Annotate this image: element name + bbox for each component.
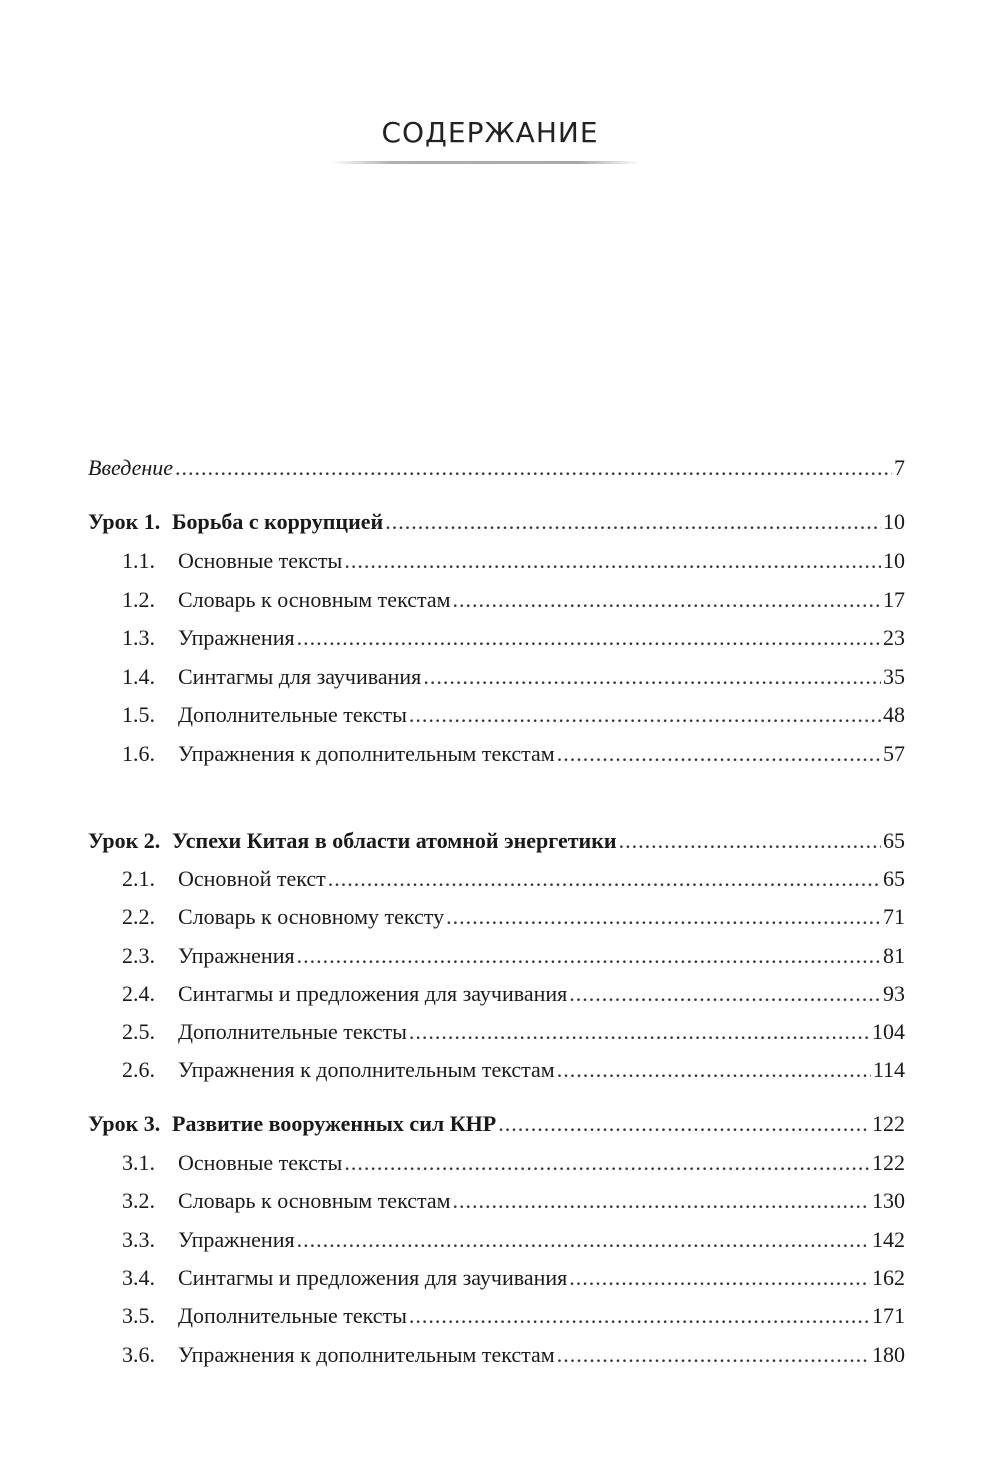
toc-section-number: 3.1. xyxy=(122,1150,155,1175)
toc-section-number: 2.2. xyxy=(122,904,155,929)
toc-entry-2-2[interactable] xyxy=(122,904,905,930)
toc-section-number: 1.1. xyxy=(122,548,155,573)
toc-entry-3-2[interactable] xyxy=(122,1188,905,1214)
toc-entry-3-4[interactable] xyxy=(122,1265,905,1291)
toc-section-number: 2.3. xyxy=(122,943,155,968)
toc-entry-2-1[interactable] xyxy=(122,866,905,892)
title-underline xyxy=(330,161,640,164)
toc-page-number: 93 xyxy=(883,981,905,1006)
toc-page-number: 57 xyxy=(883,741,905,766)
toc-section-number: 3.5. xyxy=(122,1303,155,1328)
toc-page-number: 7 xyxy=(894,455,905,480)
toc-leader-dots xyxy=(409,702,881,728)
toc-entry-label: Дополнительные тексты xyxy=(178,1019,407,1044)
toc-entry-3-3[interactable] xyxy=(122,1227,905,1253)
toc-entry-3-5[interactable] xyxy=(122,1303,905,1329)
toc-entry-label: Синтагмы и предложения для заучивания xyxy=(178,1265,568,1290)
toc-entry-label: Упражнения к дополнительным текстам xyxy=(178,1342,555,1367)
toc-page-number: 35 xyxy=(883,664,905,689)
toc-page-number: 10 xyxy=(883,548,905,573)
toc-section-number: 1.5. xyxy=(122,702,155,727)
toc-entry-2-3[interactable] xyxy=(122,943,905,969)
toc-leader-dots xyxy=(409,1303,870,1329)
toc-leader-dots xyxy=(569,1265,870,1291)
toc-page-number: 130 xyxy=(872,1188,905,1213)
toc-leader-dots xyxy=(175,455,892,481)
toc-lesson-1[interactable] xyxy=(88,509,905,535)
toc-entry-label: Основные тексты xyxy=(178,1150,343,1175)
toc-leader-dots xyxy=(344,548,881,574)
toc-leader-dots xyxy=(557,741,881,767)
toc-section-number: 1.6. xyxy=(122,741,155,766)
toc-leader-dots xyxy=(297,1227,870,1253)
toc-entry-1-5[interactable] xyxy=(122,702,905,728)
toc-lesson-number: Урок 1. xyxy=(88,509,161,534)
toc-entry-label: Дополнительные тексты xyxy=(178,1303,407,1328)
toc-entry-3-6[interactable] xyxy=(122,1342,905,1368)
toc-entry-1-4[interactable] xyxy=(122,664,905,690)
toc-entry-2-5[interactable] xyxy=(122,1019,905,1045)
toc-page-number: 180 xyxy=(872,1342,905,1367)
toc-section-number: 3.6. xyxy=(122,1342,155,1367)
toc-section-number: 3.4. xyxy=(122,1265,155,1290)
page-title: СОДЕРЖАНИЕ xyxy=(381,116,599,149)
toc-page-number: 171 xyxy=(872,1303,905,1328)
toc-page-number: 10 xyxy=(883,509,905,534)
toc-leader-dots xyxy=(409,1019,870,1045)
toc-lesson-2[interactable] xyxy=(88,828,905,854)
toc-section-number: 1.3. xyxy=(122,625,155,650)
toc-section-number: 2.5. xyxy=(122,1019,155,1044)
toc-leader-dots xyxy=(619,828,881,854)
toc-leader-dots xyxy=(297,943,881,969)
toc-entry-label: Развитие вооруженных сил КНР xyxy=(172,1111,497,1136)
toc-lesson-number: Урок 3. xyxy=(88,1111,161,1136)
toc-entry-1-6[interactable] xyxy=(122,741,905,767)
toc-entry-label: Упражнения xyxy=(178,1227,295,1252)
toc-page-number: 65 xyxy=(883,828,905,853)
toc-leader-dots xyxy=(569,981,881,1007)
toc-entry-label: Упражнения xyxy=(178,625,295,650)
toc-leader-dots xyxy=(423,664,881,690)
toc-page-number: 114 xyxy=(872,1057,905,1082)
toc-page-number: 122 xyxy=(872,1150,905,1175)
toc-entry-label: Основной текст xyxy=(178,866,326,891)
toc-page-number: 71 xyxy=(883,904,905,929)
toc-page-number: 142 xyxy=(872,1227,905,1252)
toc-leader-dots xyxy=(557,1057,871,1083)
toc-entry-label: Синтагмы и предложения для заучивания xyxy=(178,981,568,1006)
toc-entry-label: Словарь к основным текстам xyxy=(178,587,451,612)
toc-page-number: 162 xyxy=(872,1265,905,1290)
toc-entry-label: Словарь к основным текстам xyxy=(178,1188,451,1213)
toc-section-number: 3.2. xyxy=(122,1188,155,1213)
toc-page-number: 81 xyxy=(883,943,905,968)
toc-leader-dots xyxy=(453,587,881,613)
toc-section-number: 2.1. xyxy=(122,866,155,891)
toc-page-number: 65 xyxy=(883,866,905,891)
toc-section-number: 1.2. xyxy=(122,587,155,612)
toc-entry-label: Упражнения к дополнительным текстам xyxy=(178,1057,555,1082)
toc-entry-1-1[interactable] xyxy=(122,548,905,574)
toc-entry-label: Введение xyxy=(88,455,174,480)
toc-entry-label: Упражнения к дополнительным текстам xyxy=(178,741,555,766)
toc-page-number: 122 xyxy=(872,1111,905,1136)
toc-entry-label: Успехи Китая в области атомной энергетики xyxy=(172,828,617,853)
toc-entry-label: Синтагмы для заучивания xyxy=(178,664,422,689)
toc-entry-1-3[interactable] xyxy=(122,625,905,651)
toc-leader-dots xyxy=(498,1111,870,1137)
toc-lesson-3[interactable] xyxy=(88,1111,905,1137)
toc-entry-label: Дополнительные тексты xyxy=(178,702,407,727)
toc-entry-intro[interactable] xyxy=(88,455,905,481)
toc-page-number: 23 xyxy=(883,625,905,650)
toc-page-number: 48 xyxy=(883,702,905,727)
toc-leader-dots xyxy=(446,904,881,930)
toc-entry-label: Словарь к основному тексту xyxy=(178,904,445,929)
toc-leader-dots xyxy=(328,866,881,892)
toc-section-number: 2.6. xyxy=(122,1057,155,1082)
toc-section-number: 2.4. xyxy=(122,981,155,1006)
toc-page-number: 17 xyxy=(883,587,905,612)
toc-entry-label: Борьба с коррупцией xyxy=(172,509,384,534)
toc-leader-dots xyxy=(453,1188,870,1214)
toc-entry-1-2[interactable] xyxy=(122,587,905,613)
toc-leader-dots xyxy=(297,625,881,651)
toc-lesson-number: Урок 2. xyxy=(88,828,161,853)
toc-entry-2-4[interactable] xyxy=(122,981,905,1007)
toc-entry-3-1[interactable] xyxy=(122,1150,905,1176)
toc-section-number: 1.4. xyxy=(122,664,155,689)
toc-leader-dots xyxy=(557,1342,870,1368)
toc-page-number: 104 xyxy=(872,1019,905,1044)
toc-entry-label: Упражнения xyxy=(178,943,295,968)
toc-leader-dots xyxy=(344,1150,870,1176)
toc-entry-label: Основные тексты xyxy=(178,548,343,573)
toc-section-number: 3.3. xyxy=(122,1227,155,1252)
toc-leader-dots xyxy=(385,509,881,535)
toc-entry-2-6[interactable] xyxy=(122,1057,905,1083)
